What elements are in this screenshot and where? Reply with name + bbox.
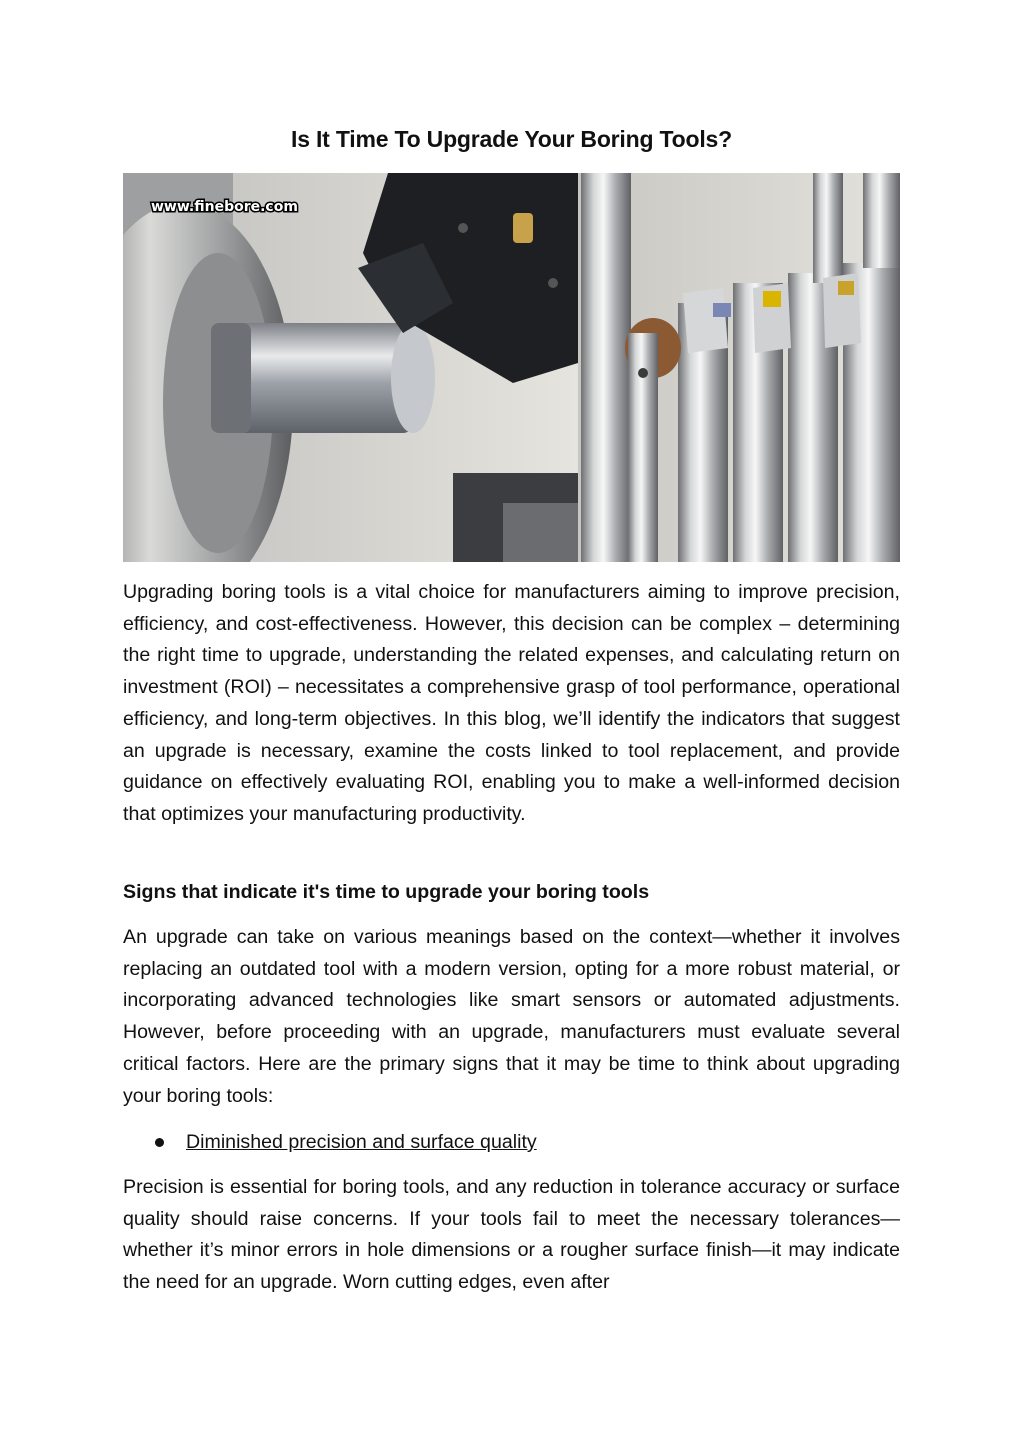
section-heading: Signs that indicate it's time to upgrade your boring tools bbox=[123, 881, 650, 903]
bullet-link-precision[interactable]: Diminished precision and surface quality bbox=[186, 1131, 537, 1153]
bullet-paragraph: Precision is essential for boring tools, and any reduction in tolerance accuracy or surface quality should raise concerns. If your tools fail to meet the necessary tolerances—whether it’s minor errors in hole dimensions or a rougher surface finish—it may indicate the need for an upgrade. Worn cutting edges, even after bbox=[123, 1176, 900, 1294]
hero-image bbox=[123, 173, 900, 562]
bullet-dot-icon bbox=[155, 1138, 164, 1147]
page-title: Is It Time To Upgrade Your Boring Tools? bbox=[291, 126, 732, 152]
section-paragraph: An upgrade can take on various meanings based on the context—whether it involves replacing an outdated tool with a modern version, opting for a more robust material, or incorporating advanced technologies like smart sensors or automated adjustments. However, before proceeding with an upgrade, manufacturers must evaluate several critical factors. Here are the primary signs that it may be time to think about upgrading your boring tools: bbox=[123, 926, 900, 1107]
intro-paragraph: Upgrading boring tools is a vital choice for manufacturers aiming to improve precision, efficiency, and cost-effectiveness. However, this decision can be complex – determining the right time to upgrade, understanding the related expenses, and calculating return on investment (ROI) – necessitates a comprehensive grasp of tool performance, operational efficiency, and long-term objectives. In this blog, we’ll identify the indicators that suggest an upgrade is necessary, examine the costs linked to tool replacement, and provide guidance on effectively evaluating ROI, enabling you to make a well-informed decision that optimizes your manufacturing productivity. bbox=[123, 581, 900, 825]
watermark-text: www.finebore.com bbox=[151, 199, 298, 215]
bullet-list-item bbox=[155, 1127, 537, 1158]
